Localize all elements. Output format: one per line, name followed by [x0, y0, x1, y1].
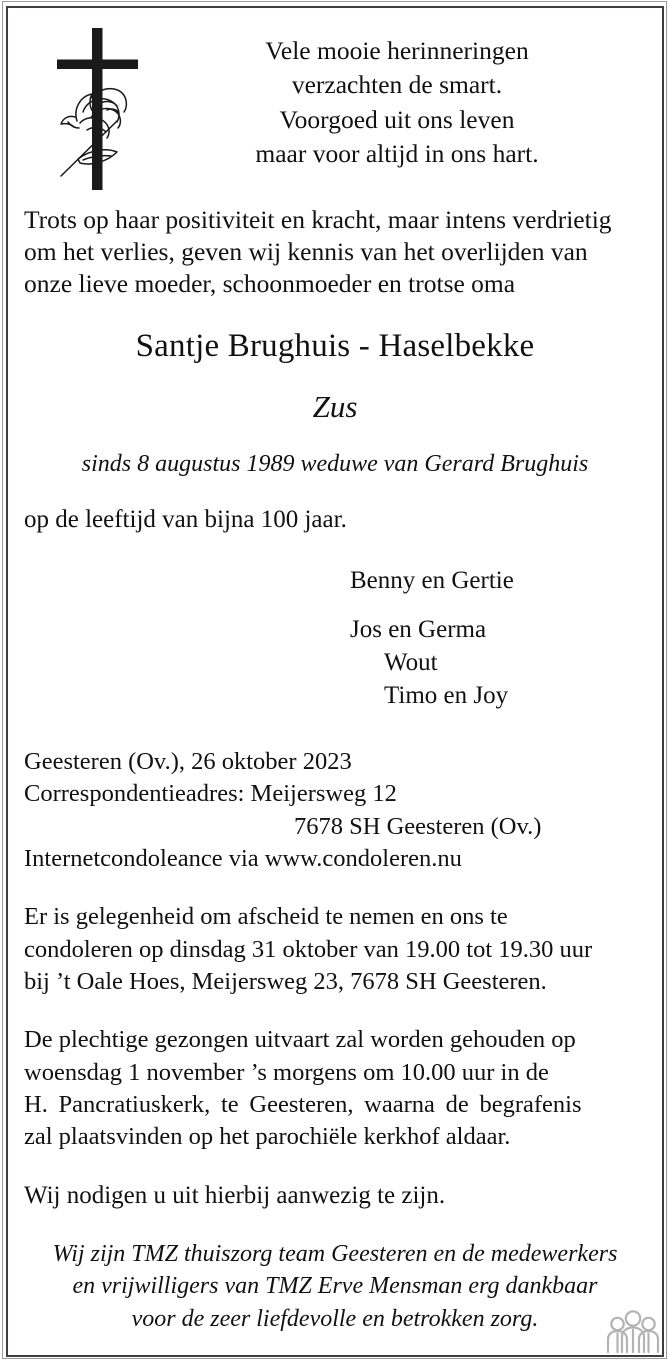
funeral-line-2: woensdag 1 november ’s morgens om 10.00 uur in de — [24, 1058, 549, 1086]
announcement-text — [24, 204, 646, 300]
thanks-line-1: Wij zijn TMZ thuiszorg team Geesteren en de medewerkers — [52, 1240, 618, 1267]
memorial-verse — [174, 22, 646, 171]
notice-content — [8, 8, 662, 1355]
funeral-line-3: H. Pancratiuskerk, te Geesteren, waarna de begrafenis — [24, 1090, 582, 1118]
cross-icon — [47, 26, 151, 192]
survivor-name: Timo en Joy — [384, 682, 509, 709]
thanks-line-2: en vrijwilligers van TMZ Erve Mensman erg dankbaar — [72, 1273, 598, 1300]
verse-line-1: Vele mooie herinneringen — [265, 36, 529, 65]
place-and-date: Geesteren (Ov.), 26 oktober 2023 — [24, 748, 352, 775]
notice-header — [24, 8, 646, 190]
internet-condolence: Internetcondoleance via www.condoleren.nu — [24, 844, 462, 872]
verse-line-2: verzachten de smart. — [291, 70, 503, 100]
cross-and-rose-emblem — [24, 22, 174, 192]
survivors-list — [24, 564, 646, 712]
announcement-line-2: om het verlies, geven wij kennis van het overlijden van — [24, 237, 588, 266]
condolence-paragraph — [24, 901, 646, 998]
survivor-group — [24, 564, 646, 597]
verse-line-3: Voorgoed uit ons leven — [279, 104, 515, 134]
condolence-line-1: Er is gelegenheid om afscheid te nemen en ons te — [24, 903, 508, 931]
deceased-name: Santje Brughuis - Haselbekke — [135, 328, 535, 364]
thanks-line-3: voor de zeer liefdevolle en betrokken zorg. — [131, 1305, 539, 1332]
condolence-line-3: bij ’t Oale Hoes, Meijersweg 23, 7678 SH Geesteren. — [24, 967, 547, 995]
thanks-block — [24, 1238, 646, 1336]
correspondence-postcode: 7678 SH Geesteren (Ov.) — [294, 812, 542, 840]
address-block — [24, 746, 646, 875]
announcement-line-1: Trots op haar positiviteit en kracht, maar intens verdrietig — [24, 205, 612, 234]
condolence-line-2: condoleren op dinsdag 31 oktober van 19.00 tot 19.30 uur — [24, 935, 593, 963]
age-line: op de leeftijd van bijna 100 jaar. — [24, 506, 347, 533]
funeral-paragraph — [24, 1024, 646, 1153]
invitation-line: Wij nodigen u uit hierbij aanwezig te zijn. — [24, 1181, 446, 1209]
deceased-nickname: Zus — [312, 389, 358, 424]
survivor-name: Wout — [384, 649, 438, 676]
survivor-group — [24, 613, 646, 712]
funeral-line-1: De plechtige gezongen uitvaart zal worden gehouden op — [24, 1026, 576, 1054]
tmz-people-logo-icon — [605, 1308, 661, 1354]
funeral-line-4: zal plaatsvinden op het parochiële kerkhof aldaar. — [24, 1123, 511, 1151]
survivor-name: Benny en Gertie — [350, 567, 514, 594]
survivor-name: Jos en Germa — [350, 616, 487, 643]
verse-line-4: maar voor altijd in ons hart. — [255, 138, 539, 168]
announcement-line-3: onze lieve moeder, schoonmoeder en trotse oma — [24, 269, 516, 298]
correspondence-address: Correspondentieadres: Meijersweg 12 — [24, 780, 397, 808]
widow-of-line: sinds 8 augustus 1989 weduwe van Gerard Brughuis — [81, 451, 589, 477]
